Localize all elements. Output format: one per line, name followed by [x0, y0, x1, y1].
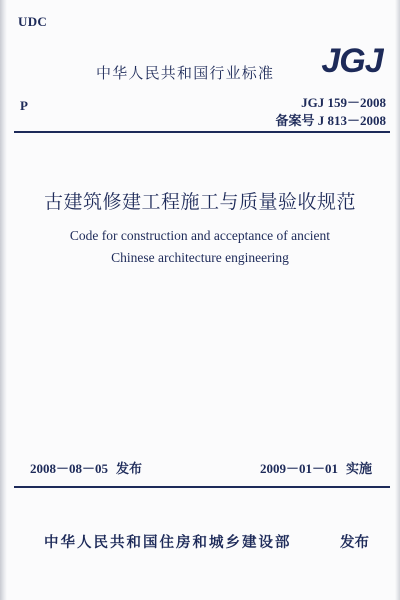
cover-right-edge	[395, 0, 400, 600]
udc-label: UDC	[18, 14, 48, 29]
cover-left-edge	[0, 0, 7, 600]
issue-label: 发布	[116, 462, 143, 477]
classification-label: P	[20, 98, 28, 113]
implement-date: 2009－01－01	[260, 461, 339, 476]
implement-date-block	[260, 458, 372, 477]
filing-number: 备案号 J 813－2008	[275, 113, 386, 128]
jgj-logo	[320, 40, 384, 78]
publisher-action: 发布	[340, 534, 369, 551]
issue-date-block	[30, 458, 142, 477]
issue-date: 2008－08－05	[30, 461, 109, 476]
title-chinese: 古建筑修建工程施工与质量验收规范	[43, 191, 356, 213]
standard-type-heading: 中华人民共和国行业标准	[96, 64, 275, 82]
top-divider	[14, 131, 390, 133]
implement-label: 实施	[346, 462, 373, 477]
publisher-name: 中华人民共和国住房和城乡建设部	[44, 534, 292, 551]
standard-number: JGJ 159－2008	[301, 95, 386, 110]
title-english-line-1: Code for construction and acceptance of ancient	[69, 228, 331, 243]
title-english-line-2: Chinese architecture engineering	[111, 250, 289, 265]
jgj-logo-text: JGJ	[321, 42, 383, 78]
bottom-divider	[14, 486, 390, 488]
